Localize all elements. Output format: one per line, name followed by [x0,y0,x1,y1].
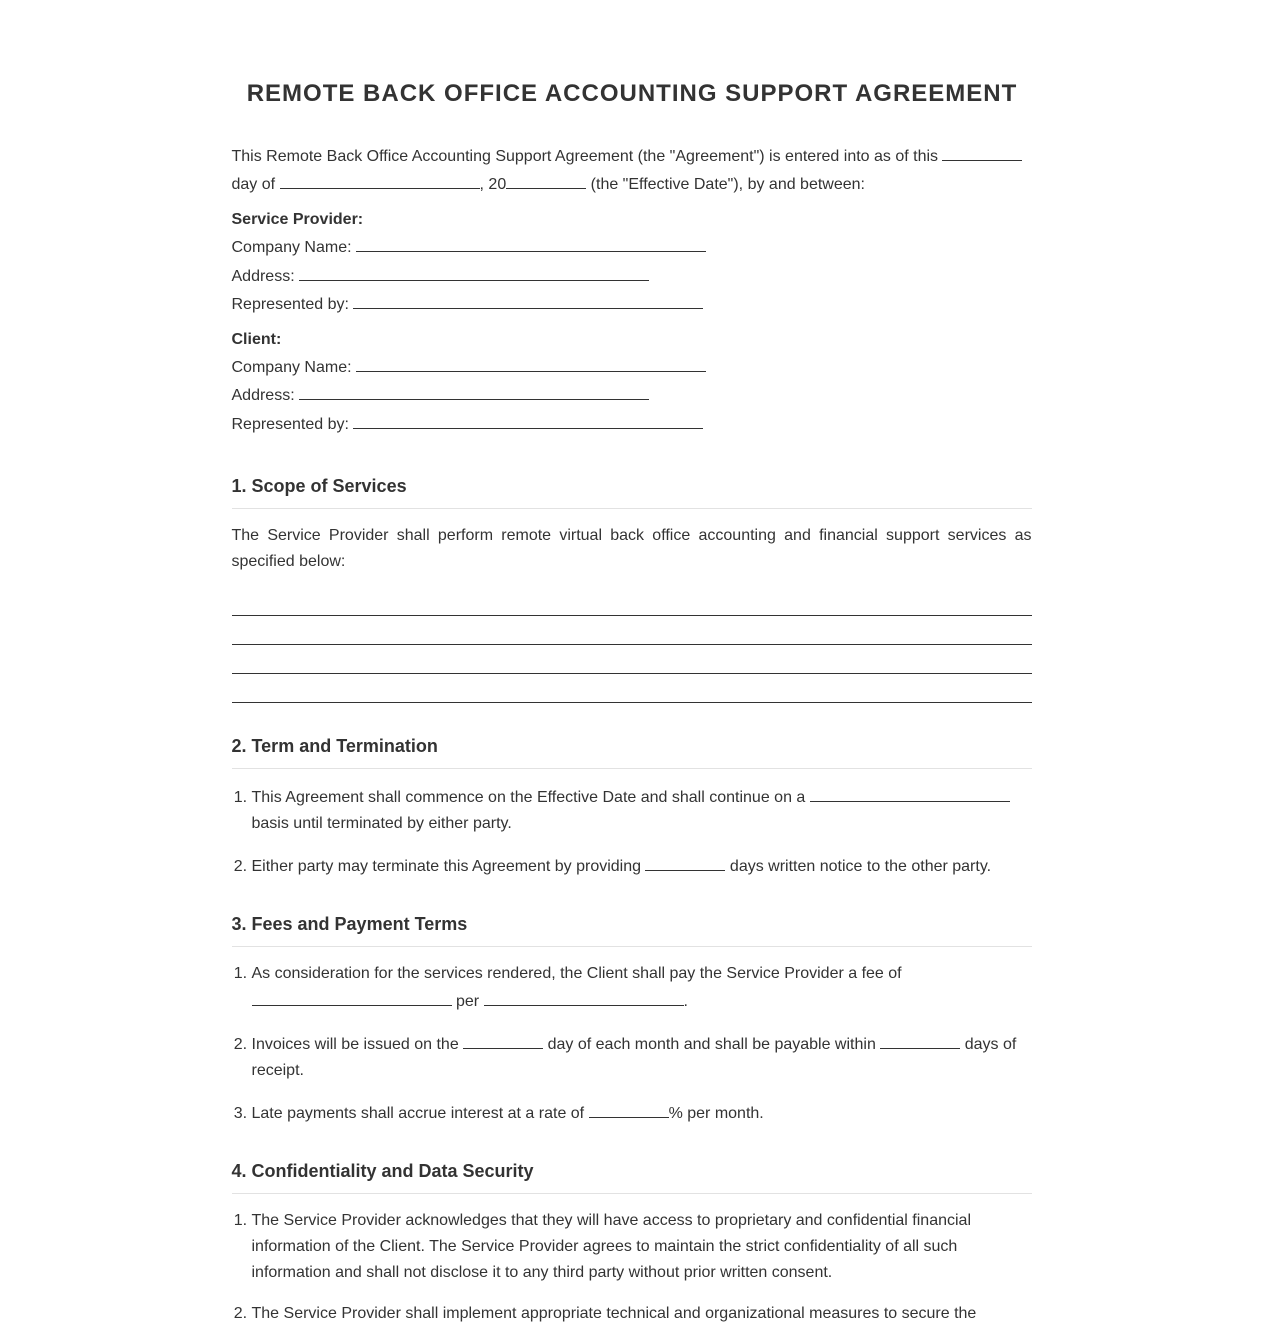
intro-text-4: (the "Effective Date"), by and between: [586,176,865,193]
sp-company-label: Company Name: [232,239,357,256]
scope-paragraph: The Service Provider shall perform remote virtual back office accounting and financial support services as specified below: [232,523,1032,575]
fees-3-text-b: % per month. [669,1105,764,1122]
client-address-row [232,381,1032,410]
term-2-text-b: days written notice to the other party. [725,858,991,875]
document-title: REMOTE BACK OFFICE ACCOUNTING SUPPORT AGREEMENT [1,79,1263,109]
sp-represented-label: Represented by: [232,296,354,313]
interest-rate-blank[interactable] [589,1099,669,1118]
intro-paragraph [232,142,1032,198]
section-fees-heading: 3. Fees and Payment Terms [232,911,1032,947]
intro-text-2: day of [232,176,280,193]
scope-line-4[interactable] [232,674,1032,703]
term-2-text-a: Either party may terminate this Agreement by providing [252,858,646,875]
intro-text-3: , 20 [480,176,507,193]
fees-clause-3 [252,1099,1032,1127]
notice-days-blank[interactable] [645,852,725,871]
fees-clauses [232,961,1032,1127]
sp-company-row [232,233,1032,262]
service-provider-block [232,207,1032,319]
fees-1-text-c: . [684,993,688,1010]
client-address-blank[interactable] [299,381,649,400]
sp-address-blank[interactable] [299,262,649,281]
client-represented-blank[interactable] [353,410,703,429]
confidentiality-clauses [232,1208,1032,1327]
term-1-text-a: This Agreement shall commence on the Effective Date and shall continue on a [252,789,810,806]
fees-clause-1 [252,961,1032,1015]
sp-address-label: Address: [232,268,300,285]
invoice-day-blank[interactable] [463,1030,543,1049]
term-clause-1 [252,783,1032,837]
sp-company-blank[interactable] [356,233,706,252]
fee-amount-blank[interactable] [252,987,452,1006]
client-company-label: Company Name: [232,359,357,376]
client-company-blank[interactable] [356,353,706,372]
fees-2-text-a: Invoices will be issued on the [252,1036,464,1053]
fees-1-text-a: As consideration for the services rendered, the Client shall pay the Service Provider a fee of [252,965,902,982]
fees-2-text-c: days of receipt. [252,1036,1017,1079]
client-represented-label: Represented by: [232,416,354,433]
scope-line-3[interactable] [232,645,1032,674]
year-blank[interactable] [506,170,586,189]
section-term-heading: 2. Term and Termination [232,733,1032,769]
intro-text-1: This Remote Back Office Accounting Support Agreement (the "Agreement") is entered into as of this [232,148,943,165]
section-confidentiality-heading: 4. Confidentiality and Data Security [232,1158,1032,1194]
month-blank[interactable] [280,170,480,189]
fees-2-text-b: day of each month and shall be payable within [543,1036,880,1053]
client-company-row [232,353,1032,382]
term-1-text-b: basis until terminated by either party. [252,815,512,832]
section-scope-heading: 1. Scope of Services [232,473,1032,509]
fees-clause-2 [252,1030,1032,1084]
day-blank[interactable] [942,142,1022,161]
confidentiality-clause-2: 2. The Service Provider shall implement appropriate technical and organizational measures to secure the [252,1301,1032,1327]
scope-line-1[interactable] [232,587,1032,616]
payable-days-blank[interactable] [880,1030,960,1049]
client-heading: Client: [232,327,1032,353]
scope-ruled-lines [232,587,1032,703]
service-provider-heading: Service Provider: [232,207,1032,233]
term-clause-2 [252,852,1032,880]
term-basis-blank[interactable] [810,783,1010,802]
scope-line-2[interactable] [232,616,1032,645]
client-address-label: Address: [232,387,300,404]
client-represented-row [232,410,1032,439]
fees-3-text-a: Late payments shall accrue interest at a rate of [252,1105,589,1122]
confidentiality-clause-1: 1. The Service Provider acknowledges that they will have access to proprietary and confidential financial information of the Client. The Service Provider agrees to maintain the strict confidentiality of all such information and shall not disclose it to any third party without prior written consent. [252,1208,1032,1286]
sp-represented-row [232,290,1032,319]
fee-period-blank[interactable] [484,987,684,1006]
document-page [232,0,1032,1327]
term-clauses [232,783,1032,880]
client-block [232,327,1032,439]
sp-address-row [232,262,1032,291]
sp-represented-blank[interactable] [353,290,703,309]
fees-1-text-b: per [452,993,484,1010]
